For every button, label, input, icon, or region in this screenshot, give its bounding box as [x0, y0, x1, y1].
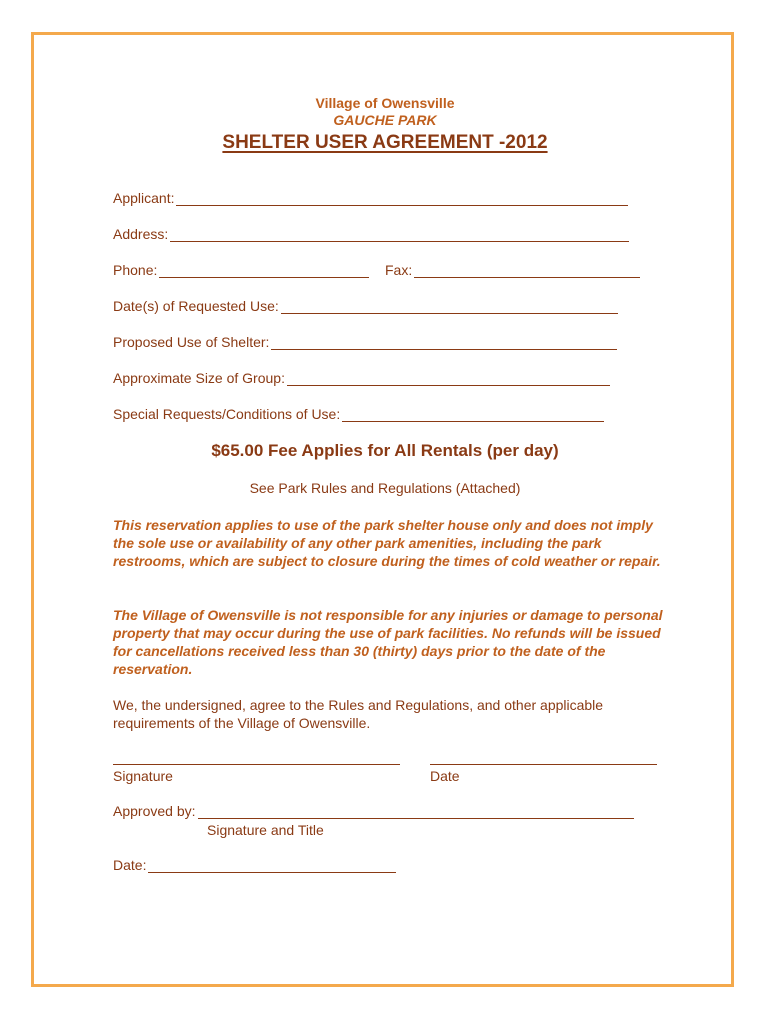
proposed-use-row	[113, 334, 617, 350]
date-signature-field[interactable]	[430, 764, 657, 765]
special-requests-field[interactable]	[342, 407, 604, 422]
date-row	[113, 857, 396, 873]
applicant-field[interactable]	[176, 191, 628, 206]
special-requests-label: Special Requests/Conditions of Use:	[113, 406, 341, 422]
phone-field[interactable]	[159, 263, 369, 278]
phone-row	[113, 262, 369, 278]
fax-label: Fax:	[385, 262, 413, 278]
village-name: Village of Owensville	[315, 95, 455, 111]
proposed-use-field[interactable]	[271, 335, 617, 350]
fax-row	[385, 262, 640, 278]
address-row	[113, 226, 629, 242]
date-label: Date	[430, 768, 460, 784]
proposed-use-label: Proposed Use of Shelter:	[113, 334, 270, 350]
fee-notice: $65.00 Fee Applies for All Rentals (per day)	[211, 441, 559, 460]
group-size-row	[113, 370, 610, 386]
signature-label: Signature	[113, 768, 173, 784]
dates-field[interactable]	[281, 299, 618, 314]
group-size-label: Approximate Size of Group:	[113, 370, 285, 386]
applicant-label: Applicant:	[113, 190, 175, 206]
agreement-paragraph: We, the undersigned, agree to the Rules and Regulations, and other applicable requirements of the Village of Owensville.	[113, 697, 604, 731]
fax-field[interactable]	[414, 263, 640, 278]
rules-note: See Park Rules and Regulations (Attached)	[249, 480, 521, 496]
dates-row	[113, 298, 618, 314]
dates-label: Date(s) of Requested Use:	[113, 298, 279, 314]
page-border	[31, 32, 734, 987]
signature-title-label: Signature and Title	[207, 822, 324, 838]
address-label: Address:	[113, 226, 169, 242]
approved-by-field[interactable]	[198, 804, 634, 819]
approved-by-label: Approved by:	[113, 803, 196, 819]
signature-field[interactable]	[113, 764, 400, 765]
special-requests-row	[113, 406, 604, 422]
park-name: GAUCHE PARK	[333, 112, 437, 128]
reservation-paragraph: This reservation applies to use of the park shelter house only and does not imply the sole use or availability of any other park amenities, including the park restrooms, which are subject to closure during the times of cold weather or repair.	[113, 517, 661, 569]
page-title	[0, 132, 770, 154]
approved-by-row	[113, 803, 634, 819]
page-title-text: SHELTER USER AGREEMENT -2012	[222, 132, 548, 153]
group-size-field[interactable]	[287, 371, 610, 386]
address-field[interactable]	[170, 227, 629, 242]
applicant-row	[113, 190, 628, 206]
date-field[interactable]	[148, 858, 396, 873]
phone-label: Phone:	[113, 262, 158, 278]
liability-paragraph: The Village of Owensville is not responsible for any injuries or damage to personal property that may occur during the use of park facilities. No refunds will be issued for cancellations received less than 30 (thirty) days prior to the date of the reservation.	[113, 607, 663, 677]
date-field-label: Date:	[113, 857, 147, 873]
